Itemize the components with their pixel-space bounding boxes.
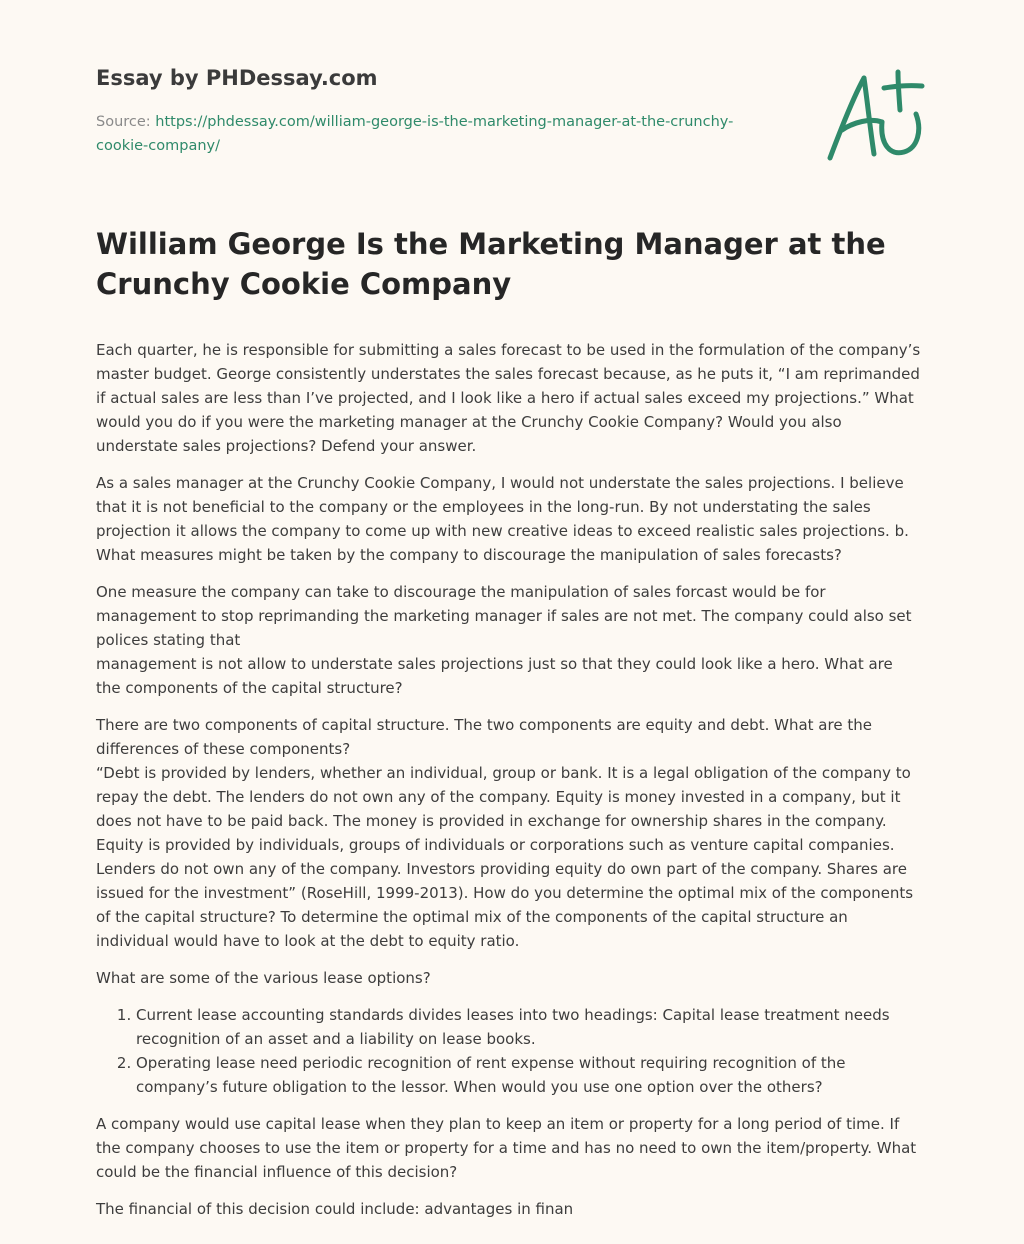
- source-line: [96, 110, 796, 158]
- paragraph-1: Each quarter, he is responsible for submitting a sales forecast to be used in the formulation of the company’s master budget. George consistently understates the sales forecast because, as he puts it, “I am reprimanded if actual sales are less than I’ve projected, and I look like a hero if actual sales exceed my projections.” What would you do if you were the marketing manager at the Crunchy Cookie Company? Would you also understate sales projections? Defend your answer.: [96, 341, 921, 455]
- site-brand[interactable]: Essay by PHDessay.com: [96, 66, 378, 90]
- article-title: William George Is the Marketing Manager at the Crunchy Cookie Company: [96, 227, 886, 301]
- article: [96, 224, 922, 1234]
- paragraph-7: The financial of this decision could include: advantages in finan: [96, 1200, 574, 1218]
- source-label: Source:: [96, 114, 151, 130]
- header: [96, 62, 796, 158]
- paragraph-4-part-a: There are two components of capital structure. The two components are equity and debt. What are the differences of these components?: [96, 716, 872, 758]
- source-link[interactable]: [96, 114, 733, 154]
- paragraph-3-part-b: management is not allow to understate sales projections just so that they could look like a hero. What are the components of the capital structure?: [96, 655, 893, 697]
- paragraph-2: As a sales manager at the Crunchy Cookie Company, I would not understate the sales projections. I believe that it is not beneficial to the company or the employees in the long-run. By not understating the sales projection it allows the company to come up with new creative ideas to exceed realistic sales projections. b. What measures might be taken by the company to discourage the manipulation of sales forecasts?: [96, 474, 909, 564]
- source-url-line1: https://phdessay.com/william-george-is-the-marketing-manager-at-the-crunchy-: [155, 114, 734, 130]
- list-item: 1. Current lease accounting standards divides leases into two headings: Capital lease treatment needs recognition of an asset and a liability on lease books.: [136, 1003, 922, 1051]
- a-plus-grade-icon: [820, 66, 930, 166]
- paragraph-4: [96, 713, 922, 953]
- paragraph-6: A company would use capital lease when they plan to keep an item or property for a long period of time. If the company chooses to use the item or property for a time and has no need to own the item/property. What could be the financial influence of this decision?: [96, 1115, 917, 1181]
- paragraph-4-part-b: “Debt is provided by lenders, whether an individual, group or bank. It is a legal obligation of the company to repay the debt. The lenders do not own any of the company. Equity is money invested in a company, but it does not have to be paid back. The money is provided in exchange for ownership shares in the company. Equity is provided by individuals, groups of individuals or corporations such as venture capital companies. Lenders do not own any of the company. Investors providing equity do own part of the company. Shares are issued for the investment” (RoseHill, 1999-2013). How do you determine the optimal mix of the components of the capital structure? To determine the optimal mix of the components of the capital structure an individual would have to look at the debt to equity ratio.: [96, 764, 914, 950]
- source-url-line2: cookie-company/: [96, 138, 221, 154]
- paragraph-3-part-a: One measure the company can take to discourage the manipulation of sales forcast would be for management to stop reprimanding the marketing manager if sales are not met. The company could also set polices stating that: [96, 583, 912, 649]
- paragraph-3: [96, 580, 922, 700]
- paragraph-5: What are some of the various lease options?: [96, 969, 431, 987]
- list-item: 2. Operating lease need periodic recognition of rent expense without requiring recognition of the company’s future obligation to the lessor. When would you use one option over the others?: [136, 1051, 922, 1099]
- lease-options-list: [96, 1003, 922, 1099]
